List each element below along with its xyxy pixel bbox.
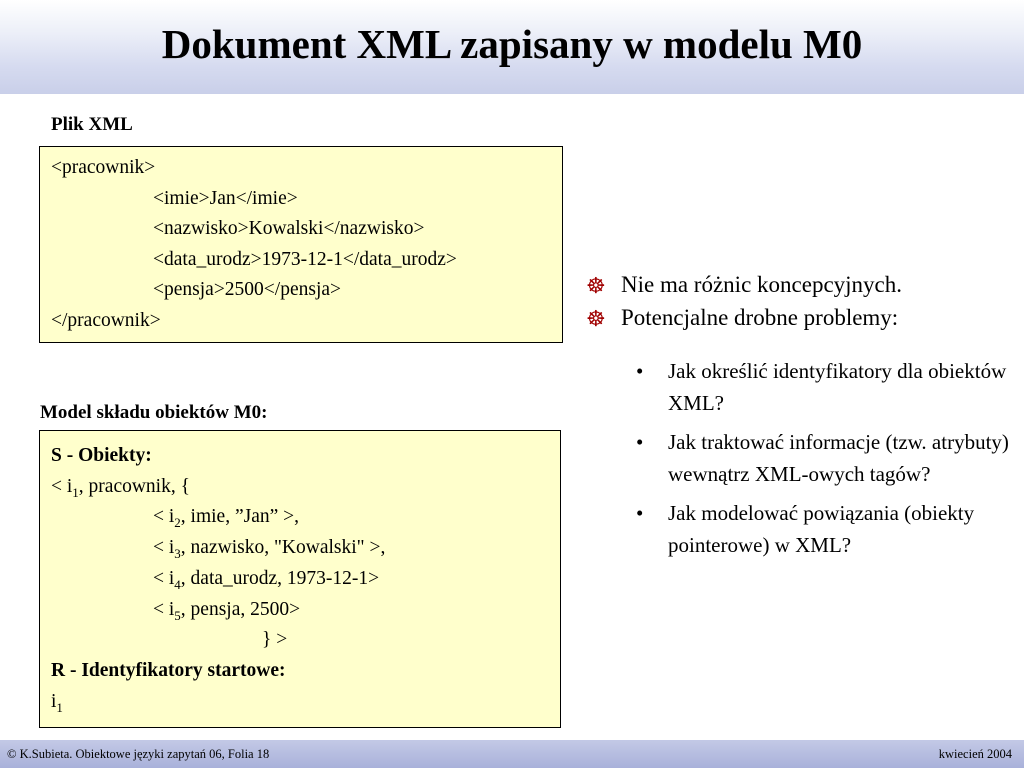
- xml-line: </pracownik>: [51, 309, 161, 331]
- objects-header: S - Obiekty:: [51, 445, 152, 466]
- start-ids-header: R - Identyfikatory startowe:: [51, 659, 286, 681]
- wheel-bullet-icon: ☸: [586, 273, 606, 298]
- sub-bullet-item: • Jak określić identyfikatory dla obiektów XML?: [586, 356, 1018, 419]
- bullet-item: ☸ Potencjalne drobne problemy:: [586, 301, 1018, 334]
- bullet-list: [586, 268, 1018, 569]
- sub-bullet-list: [586, 356, 1018, 561]
- xml-line: <imie>Jan</imie>: [153, 187, 298, 209]
- footer: [0, 740, 1024, 768]
- bullet-item: ☸ Nie ma różnic koncepcyjnych.: [586, 268, 1018, 301]
- xml-line: <nazwisko>Kowalski</nazwisko>: [153, 218, 425, 239]
- footer-copyright: © K.Subieta. Obiektowe języki zapytań 06, Folia 18: [7, 747, 270, 761]
- xml-line: <pensja>2500</pensja>: [153, 279, 342, 300]
- wheel-bullet-icon: ☸: [586, 306, 606, 331]
- footer-date: kwiecień 2004: [938, 747, 1012, 761]
- xml-line: <data_urodz>1973-12-1</data_urodz>: [153, 248, 457, 270]
- bullet-dot-icon: •: [636, 501, 644, 525]
- sub-bullet-item: • Jak modelować powiązania (obiekty pointerowe) w XML?: [586, 498, 1018, 561]
- page-title: Dokument XML zapisany w modelu M0: [161, 21, 863, 67]
- model-line: } >: [262, 629, 288, 651]
- xml-line: <pracownik>: [51, 157, 156, 178]
- model-line: < $i_3$, nazwisko, "Kowalski" >,: [153, 537, 386, 561]
- model-box: [39, 430, 561, 728]
- bullet-dot-icon: •: [636, 430, 644, 454]
- model-line: < $i_1$, pracownik, {: [51, 475, 190, 500]
- model-line: < $i_4$, data_urodz, 1973-12-1>: [153, 567, 380, 592]
- bullet-dot-icon: •: [636, 359, 644, 383]
- xml-code-box: [39, 146, 563, 343]
- title-bar: [0, 0, 1024, 94]
- xml-file-label: Plik XML: [51, 114, 133, 135]
- model-line: < $i_5$, pensja, 2500>: [153, 598, 301, 623]
- model-line: $i_1$: [51, 690, 63, 715]
- model-label: Model składu obiektów M0:: [40, 402, 268, 423]
- sub-bullet-item: • Jak traktować informacje (tzw. atrybuty) wewnątrz XML-owych tagów?: [586, 427, 1018, 490]
- model-line: < $i_2$, imie, ”Jan” >,: [153, 506, 300, 531]
